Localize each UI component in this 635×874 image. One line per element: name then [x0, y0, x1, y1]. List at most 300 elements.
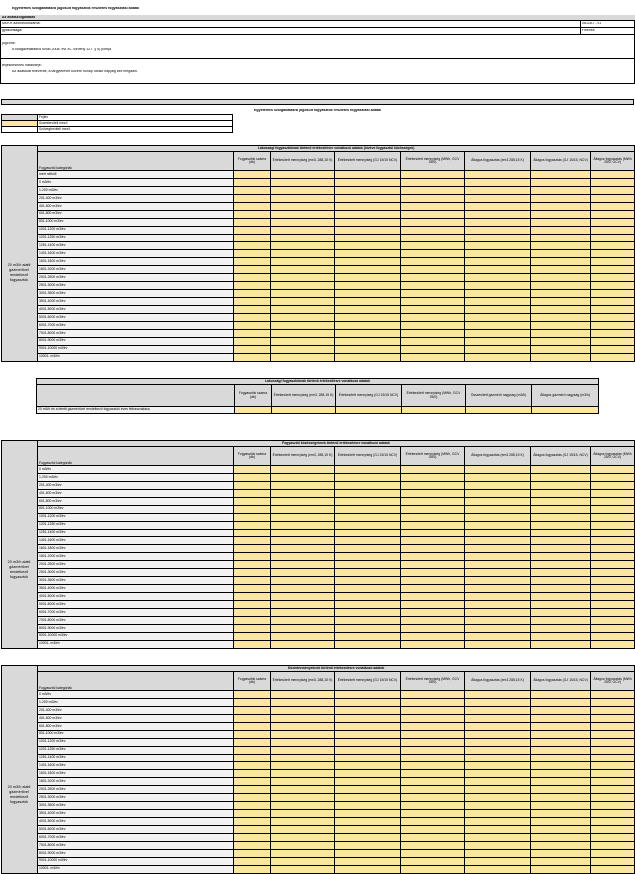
number-input-cell[interactable]	[591, 298, 635, 306]
number-input-cell[interactable]	[531, 290, 591, 298]
number-input-cell[interactable]	[335, 640, 401, 648]
number-input-cell[interactable]	[531, 250, 591, 258]
number-input-cell[interactable]	[531, 178, 591, 186]
number-input-cell[interactable]	[531, 529, 591, 537]
number-input-cell[interactable]	[465, 178, 531, 186]
number-input-cell[interactable]	[591, 600, 635, 608]
number-input-cell[interactable]	[271, 321, 335, 329]
number-input-cell[interactable]	[465, 202, 531, 210]
number-input-cell[interactable]	[531, 305, 591, 313]
number-input-cell[interactable]	[271, 513, 335, 521]
number-input-cell[interactable]	[531, 234, 591, 242]
number-input-cell[interactable]	[401, 802, 465, 810]
number-input-cell[interactable]	[234, 553, 271, 561]
number-input-cell[interactable]	[465, 722, 531, 730]
number-input-cell[interactable]	[335, 513, 401, 521]
number-input-cell[interactable]	[234, 624, 271, 632]
number-input-cell[interactable]	[234, 561, 271, 569]
number-input-cell[interactable]	[401, 762, 465, 770]
number-input-cell[interactable]	[234, 714, 271, 722]
number-input-cell[interactable]	[465, 242, 531, 250]
number-input-cell[interactable]	[234, 762, 271, 770]
number-input-cell[interactable]	[465, 298, 531, 306]
number-input-cell[interactable]	[234, 218, 271, 226]
number-input-cell[interactable]	[401, 329, 465, 337]
number-input-cell[interactable]	[271, 722, 335, 730]
number-input-cell[interactable]	[335, 569, 401, 577]
number-input-cell[interactable]	[271, 585, 335, 593]
number-input-cell[interactable]	[591, 226, 635, 234]
number-input-cell[interactable]	[271, 305, 335, 313]
number-input-cell[interactable]	[531, 545, 591, 553]
number-input-cell[interactable]	[234, 746, 271, 754]
legal-basis-value[interactable]: A földgázellátásról szóló 2008. évi XL. törvény 127. § s) pontja	[12, 48, 112, 51]
number-input-cell[interactable]	[401, 730, 465, 738]
number-input-cell[interactable]	[271, 473, 335, 481]
number-input-cell[interactable]	[401, 553, 465, 561]
number-input-cell[interactable]	[401, 290, 465, 298]
number-input-cell[interactable]	[335, 608, 401, 616]
number-input-cell[interactable]	[271, 818, 335, 826]
number-input-cell[interactable]	[531, 481, 591, 489]
number-input-cell[interactable]	[401, 849, 465, 857]
number-input-cell[interactable]	[234, 545, 271, 553]
number-input-cell[interactable]	[401, 171, 465, 179]
number-input-cell[interactable]	[234, 810, 271, 818]
number-input-cell[interactable]	[401, 865, 465, 873]
number-input-cell[interactable]	[234, 794, 271, 802]
number-input-cell[interactable]	[401, 722, 465, 730]
number-input-cell[interactable]	[234, 258, 271, 266]
number-input-cell[interactable]	[531, 794, 591, 802]
number-input-cell[interactable]	[335, 305, 401, 313]
number-input-cell[interactable]	[591, 738, 635, 746]
number-input-cell[interactable]	[591, 345, 635, 353]
number-input-cell[interactable]	[401, 691, 465, 699]
number-input-cell[interactable]	[335, 857, 401, 865]
number-input-cell[interactable]	[591, 706, 635, 714]
number-input-cell[interactable]	[335, 250, 401, 258]
number-input-cell[interactable]	[271, 786, 335, 794]
number-input-cell[interactable]	[401, 833, 465, 841]
number-input-cell[interactable]	[401, 770, 465, 778]
mekh-value[interactable]: 0612A / - v1	[582, 22, 602, 25]
number-input-cell[interactable]	[591, 505, 635, 513]
number-input-cell[interactable]	[591, 489, 635, 497]
number-input-cell[interactable]	[465, 825, 531, 833]
number-input-cell[interactable]	[234, 738, 271, 746]
number-input-cell[interactable]	[271, 640, 335, 648]
number-input-cell[interactable]	[234, 778, 271, 786]
number-input-cell[interactable]	[531, 762, 591, 770]
number-input-cell[interactable]	[465, 600, 531, 608]
number-input-cell[interactable]	[401, 778, 465, 786]
number-input-cell[interactable]	[465, 186, 531, 194]
number-input-cell[interactable]	[465, 818, 531, 826]
number-input-cell[interactable]	[271, 481, 335, 489]
number-input-cell[interactable]	[531, 577, 591, 585]
number-input-cell[interactable]	[531, 640, 591, 648]
number-input-cell[interactable]	[465, 593, 531, 601]
number-input-cell[interactable]	[335, 505, 401, 513]
number-input-cell[interactable]	[591, 810, 635, 818]
number-input-cell[interactable]	[335, 226, 401, 234]
number-input-cell[interactable]	[465, 762, 531, 770]
number-input-cell[interactable]	[591, 353, 635, 361]
number-input-cell[interactable]	[234, 186, 271, 194]
number-input-cell[interactable]	[335, 553, 401, 561]
number-input-cell[interactable]	[531, 722, 591, 730]
number-input-cell[interactable]	[591, 722, 635, 730]
number-input-cell[interactable]	[531, 353, 591, 361]
number-input-cell[interactable]	[234, 282, 271, 290]
number-input-cell[interactable]	[591, 266, 635, 274]
number-input-cell[interactable]	[234, 537, 271, 545]
number-input-cell[interactable]	[591, 497, 635, 505]
number-input-cell[interactable]	[234, 337, 271, 345]
number-input-cell[interactable]	[271, 857, 335, 865]
number-input-cell[interactable]	[465, 841, 531, 849]
number-input-cell[interactable]	[531, 746, 591, 754]
number-input-cell[interactable]	[591, 608, 635, 616]
number-input-cell[interactable]	[591, 857, 635, 865]
number-input-cell[interactable]	[335, 762, 401, 770]
number-input-cell[interactable]	[401, 624, 465, 632]
number-input-cell[interactable]	[531, 171, 591, 179]
number-input-cell[interactable]	[401, 298, 465, 306]
number-input-cell[interactable]	[335, 593, 401, 601]
number-input-cell[interactable]	[465, 794, 531, 802]
number-input-cell[interactable]	[531, 186, 591, 194]
number-input-cell[interactable]	[271, 698, 335, 706]
number-input-cell[interactable]	[336, 407, 402, 414]
number-input-cell[interactable]	[401, 481, 465, 489]
number-input-cell[interactable]	[271, 282, 335, 290]
number-input-cell[interactable]	[531, 833, 591, 841]
number-input-cell[interactable]	[465, 337, 531, 345]
number-input-cell[interactable]	[591, 616, 635, 624]
number-input-cell[interactable]	[271, 178, 335, 186]
number-input-cell[interactable]	[531, 600, 591, 608]
number-input-cell[interactable]	[531, 865, 591, 873]
number-input-cell[interactable]	[591, 825, 635, 833]
number-input-cell[interactable]	[335, 810, 401, 818]
number-input-cell[interactable]	[465, 632, 531, 640]
number-input-cell[interactable]	[271, 489, 335, 497]
number-input-cell[interactable]	[401, 210, 465, 218]
number-input-cell[interactable]	[271, 290, 335, 298]
number-input-cell[interactable]	[531, 242, 591, 250]
number-input-cell[interactable]	[531, 466, 591, 474]
number-input-cell[interactable]	[401, 353, 465, 361]
number-input-cell[interactable]	[591, 481, 635, 489]
number-input-cell[interactable]	[401, 698, 465, 706]
number-input-cell[interactable]	[591, 746, 635, 754]
number-input-cell[interactable]	[591, 632, 635, 640]
number-input-cell[interactable]	[465, 746, 531, 754]
number-input-cell[interactable]	[271, 561, 335, 569]
number-input-cell[interactable]	[465, 218, 531, 226]
number-input-cell[interactable]	[234, 481, 271, 489]
number-input-cell[interactable]	[335, 466, 401, 474]
number-input-cell[interactable]	[591, 585, 635, 593]
number-input-cell[interactable]	[234, 497, 271, 505]
number-input-cell[interactable]	[234, 818, 271, 826]
number-input-cell[interactable]	[465, 691, 531, 699]
number-input-cell[interactable]	[401, 258, 465, 266]
number-input-cell[interactable]	[271, 218, 335, 226]
number-input-cell[interactable]	[465, 577, 531, 585]
number-input-cell[interactable]	[591, 242, 635, 250]
number-input-cell[interactable]	[271, 186, 335, 194]
number-input-cell[interactable]	[335, 210, 401, 218]
number-input-cell[interactable]	[271, 616, 335, 624]
number-input-cell[interactable]	[401, 521, 465, 529]
number-input-cell[interactable]	[335, 706, 401, 714]
number-input-cell[interactable]	[465, 561, 531, 569]
number-input-cell[interactable]	[531, 561, 591, 569]
number-input-cell[interactable]	[465, 258, 531, 266]
number-input-cell[interactable]	[591, 258, 635, 266]
number-input-cell[interactable]	[271, 825, 335, 833]
number-input-cell[interactable]	[465, 585, 531, 593]
number-input-cell[interactable]	[234, 632, 271, 640]
number-input-cell[interactable]	[335, 786, 401, 794]
number-input-cell[interactable]	[465, 345, 531, 353]
number-input-cell[interactable]	[465, 786, 531, 794]
number-input-cell[interactable]	[465, 849, 531, 857]
number-input-cell[interactable]	[465, 714, 531, 722]
number-input-cell[interactable]	[531, 321, 591, 329]
number-input-cell[interactable]	[234, 250, 271, 258]
number-input-cell[interactable]	[401, 505, 465, 513]
number-input-cell[interactable]	[234, 825, 271, 833]
number-input-cell[interactable]	[271, 529, 335, 537]
number-input-cell[interactable]	[531, 202, 591, 210]
number-input-cell[interactable]	[271, 553, 335, 561]
number-input-cell[interactable]	[271, 337, 335, 345]
number-input-cell[interactable]	[271, 746, 335, 754]
number-input-cell[interactable]	[531, 537, 591, 545]
number-input-cell[interactable]	[335, 778, 401, 786]
number-input-cell[interactable]	[402, 407, 466, 414]
number-input-cell[interactable]	[271, 810, 335, 818]
number-input-cell[interactable]	[234, 802, 271, 810]
number-input-cell[interactable]	[465, 521, 531, 529]
number-input-cell[interactable]	[401, 714, 465, 722]
number-input-cell[interactable]	[271, 714, 335, 722]
number-input-cell[interactable]	[465, 833, 531, 841]
number-input-cell[interactable]	[335, 545, 401, 553]
number-input-cell[interactable]	[465, 616, 531, 624]
number-input-cell[interactable]	[271, 802, 335, 810]
number-input-cell[interactable]	[234, 329, 271, 337]
number-input-cell[interactable]	[234, 178, 271, 186]
number-input-cell[interactable]	[531, 569, 591, 577]
number-input-cell[interactable]	[335, 353, 401, 361]
number-input-cell[interactable]	[591, 529, 635, 537]
number-input-cell[interactable]	[271, 778, 335, 786]
number-input-cell[interactable]	[234, 513, 271, 521]
number-input-cell[interactable]	[531, 802, 591, 810]
number-input-cell[interactable]	[234, 353, 271, 361]
number-input-cell[interactable]	[335, 274, 401, 282]
number-input-cell[interactable]	[591, 762, 635, 770]
number-input-cell[interactable]	[335, 258, 401, 266]
number-input-cell[interactable]	[401, 857, 465, 865]
number-input-cell[interactable]	[234, 266, 271, 274]
number-input-cell[interactable]	[531, 730, 591, 738]
number-input-cell[interactable]	[335, 738, 401, 746]
number-input-cell[interactable]	[335, 841, 401, 849]
number-input-cell[interactable]	[465, 857, 531, 865]
deadline-value[interactable]: Az adatokat félévente, a tárgyfélévet követő hónap utolsó napjáig kell megadni.	[12, 70, 139, 73]
number-input-cell[interactable]	[335, 242, 401, 250]
number-input-cell[interactable]	[465, 266, 531, 274]
number-input-cell[interactable]	[335, 770, 401, 778]
number-input-cell[interactable]	[271, 545, 335, 553]
number-input-cell[interactable]	[465, 194, 531, 202]
number-input-cell[interactable]	[531, 825, 591, 833]
number-input-cell[interactable]	[401, 473, 465, 481]
number-input-cell[interactable]	[465, 640, 531, 648]
number-input-cell[interactable]	[465, 754, 531, 762]
number-input-cell[interactable]	[234, 321, 271, 329]
number-input-cell[interactable]	[591, 250, 635, 258]
number-input-cell[interactable]	[466, 407, 532, 414]
number-input-cell[interactable]	[335, 585, 401, 593]
number-input-cell[interactable]	[591, 577, 635, 585]
number-input-cell[interactable]	[271, 329, 335, 337]
number-input-cell[interactable]	[591, 593, 635, 601]
number-input-cell[interactable]	[271, 730, 335, 738]
number-input-cell[interactable]	[234, 722, 271, 730]
number-input-cell[interactable]	[271, 210, 335, 218]
number-input-cell[interactable]	[335, 266, 401, 274]
number-input-cell[interactable]	[531, 329, 591, 337]
number-input-cell[interactable]	[401, 337, 465, 345]
number-input-cell[interactable]	[234, 608, 271, 616]
number-input-cell[interactable]	[531, 489, 591, 497]
number-input-cell[interactable]	[271, 313, 335, 321]
number-input-cell[interactable]	[531, 616, 591, 624]
number-input-cell[interactable]	[234, 730, 271, 738]
number-input-cell[interactable]	[401, 466, 465, 474]
number-input-cell[interactable]	[234, 833, 271, 841]
number-input-cell[interactable]	[591, 473, 635, 481]
number-input-cell[interactable]	[335, 481, 401, 489]
number-input-cell[interactable]	[234, 489, 271, 497]
number-input-cell[interactable]	[401, 202, 465, 210]
number-input-cell[interactable]	[531, 266, 591, 274]
number-input-cell[interactable]	[465, 553, 531, 561]
number-input-cell[interactable]	[401, 786, 465, 794]
number-input-cell[interactable]	[271, 593, 335, 601]
number-input-cell[interactable]	[465, 290, 531, 298]
number-input-cell[interactable]	[465, 608, 531, 616]
number-input-cell[interactable]	[465, 171, 531, 179]
number-input-cell[interactable]	[271, 691, 335, 699]
number-input-cell[interactable]	[531, 714, 591, 722]
number-input-cell[interactable]	[531, 698, 591, 706]
number-input-cell[interactable]	[531, 841, 591, 849]
number-input-cell[interactable]	[235, 407, 272, 414]
number-input-cell[interactable]	[465, 529, 531, 537]
number-input-cell[interactable]	[531, 553, 591, 561]
number-input-cell[interactable]	[234, 529, 271, 537]
number-input-cell[interactable]	[591, 849, 635, 857]
number-input-cell[interactable]	[234, 786, 271, 794]
number-input-cell[interactable]	[271, 171, 335, 179]
number-input-cell[interactable]	[335, 489, 401, 497]
number-input-cell[interactable]	[401, 537, 465, 545]
number-input-cell[interactable]	[271, 226, 335, 234]
number-input-cell[interactable]	[465, 770, 531, 778]
number-input-cell[interactable]	[531, 345, 591, 353]
number-input-cell[interactable]	[591, 290, 635, 298]
number-input-cell[interactable]	[335, 818, 401, 826]
number-input-cell[interactable]	[465, 305, 531, 313]
number-input-cell[interactable]	[591, 786, 635, 794]
number-input-cell[interactable]	[591, 714, 635, 722]
number-input-cell[interactable]	[531, 778, 591, 786]
number-input-cell[interactable]	[335, 337, 401, 345]
number-input-cell[interactable]	[531, 258, 591, 266]
number-input-cell[interactable]	[335, 321, 401, 329]
number-input-cell[interactable]	[465, 481, 531, 489]
number-input-cell[interactable]	[591, 818, 635, 826]
number-input-cell[interactable]	[234, 234, 271, 242]
number-input-cell[interactable]	[401, 640, 465, 648]
number-input-cell[interactable]	[234, 210, 271, 218]
number-input-cell[interactable]	[271, 624, 335, 632]
number-input-cell[interactable]	[234, 569, 271, 577]
number-input-cell[interactable]	[465, 569, 531, 577]
number-input-cell[interactable]	[335, 577, 401, 585]
number-input-cell[interactable]	[234, 194, 271, 202]
number-input-cell[interactable]	[531, 521, 591, 529]
number-input-cell[interactable]	[465, 698, 531, 706]
number-input-cell[interactable]	[234, 274, 271, 282]
number-input-cell[interactable]	[234, 345, 271, 353]
number-input-cell[interactable]	[591, 730, 635, 738]
number-input-cell[interactable]	[234, 706, 271, 714]
number-input-cell[interactable]	[465, 810, 531, 818]
number-input-cell[interactable]	[271, 194, 335, 202]
number-input-cell[interactable]	[335, 202, 401, 210]
number-input-cell[interactable]	[465, 865, 531, 873]
number-input-cell[interactable]	[234, 600, 271, 608]
number-input-cell[interactable]	[335, 171, 401, 179]
number-input-cell[interactable]	[401, 345, 465, 353]
number-input-cell[interactable]	[531, 849, 591, 857]
number-input-cell[interactable]	[271, 250, 335, 258]
number-input-cell[interactable]	[591, 640, 635, 648]
number-input-cell[interactable]	[531, 513, 591, 521]
number-input-cell[interactable]	[271, 202, 335, 210]
number-input-cell[interactable]	[335, 497, 401, 505]
number-input-cell[interactable]	[591, 171, 635, 179]
number-input-cell[interactable]	[591, 545, 635, 553]
number-input-cell[interactable]	[591, 202, 635, 210]
number-input-cell[interactable]	[271, 849, 335, 857]
number-input-cell[interactable]	[465, 497, 531, 505]
number-input-cell[interactable]	[271, 794, 335, 802]
number-input-cell[interactable]	[465, 738, 531, 746]
number-input-cell[interactable]	[591, 218, 635, 226]
number-input-cell[interactable]	[401, 818, 465, 826]
number-input-cell[interactable]	[271, 632, 335, 640]
